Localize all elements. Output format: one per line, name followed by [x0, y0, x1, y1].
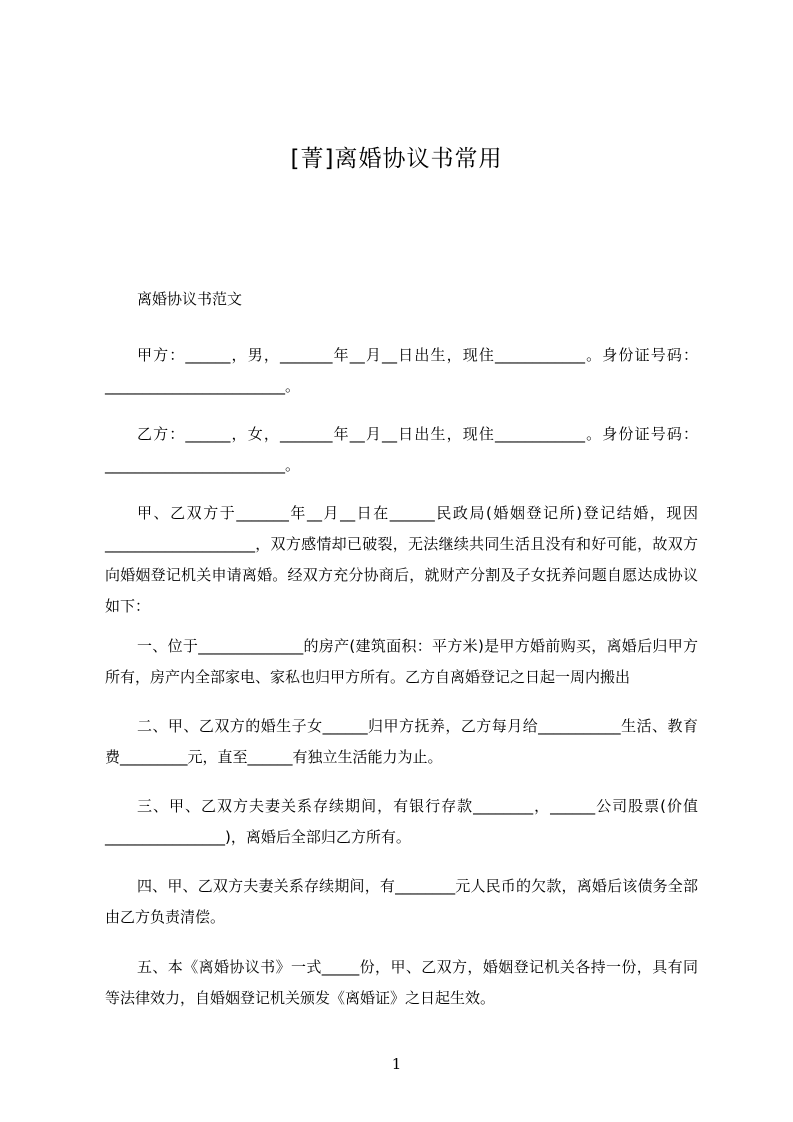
paragraph-intro: 甲、乙双方于_______年__月__日在______民政局(婚姻登记所)登记结婚，现因____________________，双方感情却已破裂，无法继续共同生活且没有和好可能，故双方向婚姻登记机关申请离婚。经双方充分协商后，就财产分割及子女抚养问题自愿达成协议如下： — [105, 504, 698, 615]
page-title: [菁]离婚协议书常用 — [290, 146, 503, 172]
paragraph-party-a: 甲方：______，男，_______年__月__日出生，现住____________。身份证号码：________________________。 — [105, 346, 698, 395]
paragraph-clause-3: 三、甲、乙双方夫妻关系存续期间，有银行存款________，______公司股票(价值________________)，离婚后全部归乙方所有。 — [105, 797, 698, 846]
paragraph-clause-4: 四、甲、乙双方夫妻关系存续期间，有________元人民币的欠款，离婚后该债务全部由乙方负责清偿。 — [105, 877, 698, 926]
paragraph-clause-2: 二、甲、乙双方的婚生子女______归甲方抚养，乙方每月给___________生活、教育费_________元，直至______有独立生活能力为止。 — [105, 717, 698, 766]
section-heading: 离婚协议书范文 — [137, 290, 243, 308]
page-number: 1 — [391, 1055, 402, 1073]
paragraph-clause-1: 一、位于______________的房产(建筑面积：平方米)是甲方婚前购买，离婚后归甲方所有，房产内全部家电、家私也归甲方所有。乙方自离婚登记之日起一周内搬出 — [105, 637, 698, 686]
paragraph-clause-5: 五、本《离婚协议书》一式_____份，甲、乙双方，婚姻登记机关各持一份，具有同等法律效力，自婚姻登记机关颁发《离婚证》之日起生效。 — [105, 958, 698, 1007]
paragraph-party-b: 乙方：______，女，_______年__月__日出生，现住____________。身份证号码：________________________。 — [105, 425, 698, 474]
